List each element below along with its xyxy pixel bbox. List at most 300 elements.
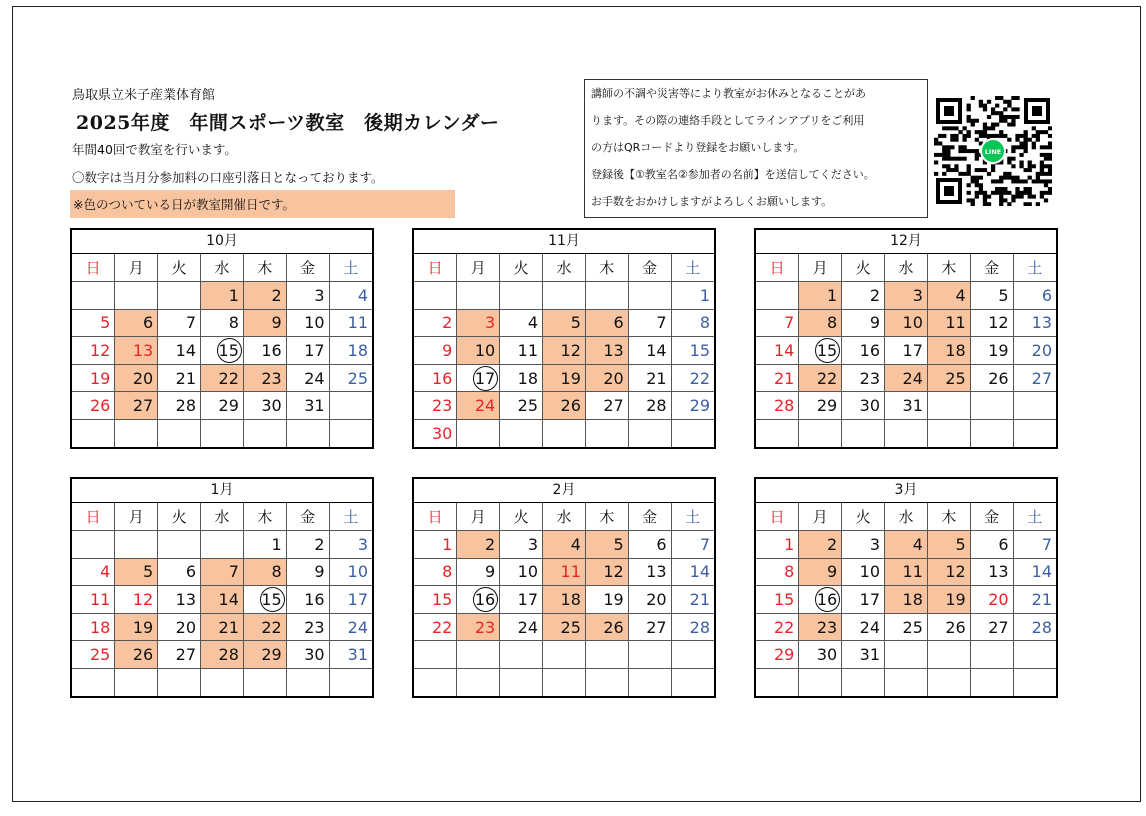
day-cell — [457, 364, 500, 392]
weekday-label: 土 — [671, 503, 714, 531]
class-day-cell — [799, 282, 842, 310]
day-number: 2 — [485, 534, 496, 554]
weekday-label: 木 — [585, 254, 628, 282]
class-day-cell — [543, 613, 586, 641]
day-number: 18 — [89, 617, 111, 637]
day-cell — [970, 613, 1013, 641]
day-number: 27 — [132, 396, 154, 416]
day-cell — [414, 337, 457, 365]
weekday-label: 金 — [286, 503, 329, 531]
day-cell — [201, 309, 244, 337]
empty-cell — [1013, 392, 1056, 420]
calendar-february — [412, 477, 716, 698]
weekday-label: 火 — [158, 254, 201, 282]
notice-line-1: 講師の不調や災害等により教室がお休みとなることがあ — [591, 87, 866, 100]
class-day-cell — [115, 641, 158, 669]
calendar-october — [70, 228, 374, 449]
month-header: 1月 — [72, 479, 372, 503]
day-number: 2 — [869, 285, 881, 305]
class-day-cell — [457, 392, 500, 420]
day-number: 14 — [218, 590, 239, 610]
day-number: 26 — [603, 617, 624, 637]
day-number: 25 — [89, 645, 111, 665]
day-cell — [1013, 531, 1056, 559]
day-number: 27 — [1031, 368, 1052, 388]
empty-cell — [885, 669, 928, 697]
class-day-cell — [543, 309, 586, 337]
day-cell — [842, 364, 885, 392]
description-line-2: 〇数字は当月分参加料の口座引落日となっております。 — [72, 170, 384, 185]
weekday-label: 水 — [543, 254, 586, 282]
empty-cell — [158, 420, 201, 448]
day-number: 30 — [304, 645, 325, 665]
empty-cell — [756, 669, 799, 697]
day-number: 14 — [689, 562, 710, 582]
day-number: 7 — [228, 562, 239, 582]
day-cell — [286, 641, 329, 669]
day-number: 18 — [560, 590, 581, 610]
weekday-label: 月 — [457, 254, 500, 282]
class-day-cell — [243, 282, 286, 310]
weekday-label: 月 — [115, 254, 158, 282]
day-cell — [1013, 337, 1056, 365]
day-number: 2 — [442, 313, 453, 333]
class-day-cell — [885, 309, 928, 337]
day-number: 3 — [869, 534, 881, 554]
empty-cell — [970, 392, 1013, 420]
day-number: 18 — [517, 368, 539, 388]
day-number: 28 — [689, 617, 710, 637]
day-cell — [756, 586, 799, 614]
calendar-grid — [414, 254, 714, 447]
empty-cell — [286, 420, 329, 448]
day-number: 16 — [261, 341, 282, 361]
day-cell — [799, 337, 842, 365]
class-day-cell — [457, 531, 500, 559]
day-number: 29 — [773, 645, 795, 665]
empty-cell — [543, 641, 586, 669]
day-cell — [500, 309, 543, 337]
day-cell — [329, 309, 372, 337]
day-number: 15 — [773, 590, 795, 610]
day-number: 28 — [1031, 617, 1052, 637]
class-day-cell — [543, 364, 586, 392]
day-cell — [72, 364, 115, 392]
empty-cell — [927, 669, 970, 697]
weekday-label: 水 — [201, 254, 244, 282]
day-cell — [970, 282, 1013, 310]
day-number: 29 — [218, 396, 239, 416]
weekday-label: 水 — [885, 503, 928, 531]
day-cell — [970, 364, 1013, 392]
day-number: 20 — [603, 368, 624, 388]
day-number: 22 — [773, 617, 795, 637]
class-day-cell — [457, 613, 500, 641]
day-number: 14 — [1031, 562, 1052, 582]
empty-cell — [585, 420, 628, 448]
day-cell — [1013, 613, 1056, 641]
day-cell — [1013, 364, 1056, 392]
class-day-cell — [201, 586, 244, 614]
day-number: 11 — [560, 562, 581, 582]
day-number: 18 — [347, 341, 368, 361]
day-number: 31 — [304, 396, 325, 416]
day-number: 6 — [613, 313, 624, 333]
class-day-cell — [585, 309, 628, 337]
weekday-label: 日 — [756, 503, 799, 531]
day-cell — [414, 586, 457, 614]
day-cell — [243, 586, 286, 614]
weekday-label: 日 — [414, 503, 457, 531]
day-cell — [799, 586, 842, 614]
day-number: 22 — [261, 617, 282, 637]
day-number: 13 — [132, 341, 154, 361]
day-number: 23 — [431, 396, 453, 416]
day-cell — [671, 364, 714, 392]
day-cell — [628, 613, 671, 641]
day-cell — [842, 558, 885, 586]
day-number: 25 — [517, 396, 539, 416]
class-day-cell — [927, 337, 970, 365]
day-number: 4 — [527, 313, 539, 333]
day-number: 7 — [1041, 534, 1052, 554]
day-number: 19 — [132, 617, 154, 637]
day-number: 22 — [689, 368, 710, 388]
day-number: 24 — [347, 617, 368, 637]
day-cell — [286, 613, 329, 641]
day-number: 21 — [218, 617, 239, 637]
day-number: 18 — [902, 590, 923, 610]
day-cell — [158, 337, 201, 365]
empty-cell — [970, 641, 1013, 669]
day-cell — [927, 613, 970, 641]
day-cell — [201, 392, 244, 420]
day-cell — [756, 337, 799, 365]
day-number: 9 — [827, 562, 838, 582]
empty-cell — [970, 420, 1013, 448]
day-cell — [243, 531, 286, 559]
weekday-label: 水 — [201, 503, 244, 531]
day-cell — [756, 613, 799, 641]
day-number: 19 — [603, 590, 624, 610]
day-number: 5 — [955, 534, 966, 554]
day-cell — [329, 586, 372, 614]
day-cell — [500, 364, 543, 392]
day-cell — [799, 392, 842, 420]
day-cell — [842, 613, 885, 641]
day-cell — [1013, 586, 1056, 614]
day-number: 15 — [261, 590, 282, 610]
day-number: 5 — [613, 534, 624, 554]
class-day-cell — [243, 558, 286, 586]
class-day-cell — [585, 531, 628, 559]
class-day-cell — [457, 309, 500, 337]
day-number: 14 — [175, 341, 197, 361]
class-day-cell — [201, 364, 244, 392]
day-number: 15 — [689, 341, 710, 361]
empty-cell — [115, 669, 158, 697]
weekday-label: 土 — [329, 254, 372, 282]
day-cell — [671, 337, 714, 365]
day-cell — [414, 364, 457, 392]
day-cell — [671, 282, 714, 310]
day-number: 2 — [314, 534, 325, 554]
day-number: 17 — [304, 341, 325, 361]
weekday-label: 木 — [243, 254, 286, 282]
empty-cell — [72, 531, 115, 559]
day-cell — [158, 641, 201, 669]
class-day-cell — [885, 558, 928, 586]
calendar-grid — [72, 254, 372, 447]
empty-cell — [842, 669, 885, 697]
calendar-grid — [756, 503, 1056, 696]
day-number: 18 — [945, 341, 966, 361]
day-cell — [500, 337, 543, 365]
day-number: 4 — [912, 534, 923, 554]
empty-cell — [885, 641, 928, 669]
weekday-label: 日 — [72, 254, 115, 282]
class-day-cell — [543, 392, 586, 420]
day-number: 23 — [474, 617, 496, 637]
calendar-march — [754, 477, 1058, 698]
empty-cell — [885, 420, 928, 448]
class-day-cell — [927, 531, 970, 559]
class-day-cell — [243, 641, 286, 669]
day-cell — [457, 558, 500, 586]
day-number: 3 — [314, 285, 325, 305]
empty-cell — [72, 420, 115, 448]
class-day-cell — [115, 558, 158, 586]
day-cell — [799, 641, 842, 669]
day-number: 7 — [699, 534, 710, 554]
month-header: 2月 — [414, 479, 714, 503]
class-day-cell — [543, 337, 586, 365]
day-number: 12 — [89, 341, 111, 361]
class-day-cell — [201, 613, 244, 641]
day-number: 24 — [304, 368, 325, 388]
day-cell — [414, 420, 457, 448]
day-number: 11 — [902, 562, 923, 582]
weekday-label: 金 — [628, 503, 671, 531]
weekday-label: 水 — [885, 254, 928, 282]
weekday-label: 木 — [585, 503, 628, 531]
day-cell — [72, 641, 115, 669]
day-cell — [885, 613, 928, 641]
day-cell — [243, 337, 286, 365]
empty-cell — [457, 282, 500, 310]
day-number: 21 — [1031, 590, 1052, 610]
day-cell — [414, 392, 457, 420]
day-number: 21 — [773, 368, 795, 388]
calendar-january — [70, 477, 374, 698]
empty-cell — [671, 420, 714, 448]
day-number: 29 — [689, 396, 710, 416]
day-number: 30 — [859, 396, 881, 416]
day-number: 20 — [175, 617, 197, 637]
day-number: 23 — [261, 368, 282, 388]
day-cell — [72, 309, 115, 337]
day-number: 5 — [143, 562, 154, 582]
empty-cell — [543, 282, 586, 310]
day-number: 29 — [816, 396, 838, 416]
empty-cell — [543, 669, 586, 697]
class-day-cell — [885, 364, 928, 392]
empty-cell — [329, 669, 372, 697]
day-number: 5 — [998, 285, 1009, 305]
day-cell — [1013, 282, 1056, 310]
day-number: 17 — [517, 590, 539, 610]
day-cell — [72, 337, 115, 365]
day-number: 3 — [527, 534, 539, 554]
class-day-cell — [927, 586, 970, 614]
empty-cell — [72, 669, 115, 697]
empty-cell — [243, 669, 286, 697]
weekday-label: 日 — [72, 503, 115, 531]
day-number: 16 — [859, 341, 881, 361]
day-number: 15 — [431, 590, 453, 610]
day-number: 1 — [784, 534, 795, 554]
day-number: 8 — [784, 562, 795, 582]
class-day-cell — [243, 613, 286, 641]
day-number: 28 — [175, 396, 197, 416]
day-number: 8 — [271, 562, 282, 582]
day-number: 12 — [603, 562, 624, 582]
day-number: 9 — [869, 313, 881, 333]
day-number: 6 — [656, 534, 667, 554]
day-cell — [286, 531, 329, 559]
day-cell — [970, 558, 1013, 586]
day-cell — [842, 392, 885, 420]
day-number: 13 — [603, 341, 624, 361]
day-number: 20 — [1031, 341, 1052, 361]
day-number: 7 — [784, 313, 795, 333]
day-cell — [414, 558, 457, 586]
day-cell — [329, 613, 372, 641]
empty-cell — [799, 420, 842, 448]
class-day-cell — [243, 364, 286, 392]
day-number: 3 — [485, 313, 496, 333]
day-cell — [671, 392, 714, 420]
class-day-cell — [115, 392, 158, 420]
day-cell — [72, 613, 115, 641]
class-day-cell — [115, 337, 158, 365]
class-day-cell — [885, 531, 928, 559]
day-cell — [158, 392, 201, 420]
day-cell — [329, 641, 372, 669]
day-cell — [756, 364, 799, 392]
class-day-cell — [799, 309, 842, 337]
weekday-label: 火 — [842, 503, 885, 531]
day-number: 13 — [1031, 313, 1052, 333]
class-day-cell — [201, 558, 244, 586]
month-header: 3月 — [756, 479, 1056, 503]
day-cell — [158, 613, 201, 641]
weekday-label: 金 — [970, 503, 1013, 531]
day-number: 16 — [304, 590, 325, 610]
day-number: 28 — [773, 396, 795, 416]
empty-cell — [201, 420, 244, 448]
day-number: 2 — [271, 285, 282, 305]
weekday-label: 水 — [543, 503, 586, 531]
day-number: 27 — [988, 617, 1009, 637]
month-header: 11月 — [414, 230, 714, 254]
day-number: 11 — [89, 590, 111, 610]
day-number: 23 — [859, 368, 881, 388]
class-day-cell — [585, 364, 628, 392]
weekday-label: 日 — [756, 254, 799, 282]
day-cell — [970, 531, 1013, 559]
empty-cell — [1013, 420, 1056, 448]
day-cell — [158, 558, 201, 586]
day-number: 22 — [218, 368, 239, 388]
empty-cell — [457, 669, 500, 697]
day-number: 5 — [100, 313, 111, 333]
empty-cell — [457, 420, 500, 448]
weekday-label: 日 — [414, 254, 457, 282]
day-cell — [286, 282, 329, 310]
day-cell — [1013, 309, 1056, 337]
empty-cell — [158, 531, 201, 559]
class-day-cell — [543, 586, 586, 614]
day-cell — [158, 586, 201, 614]
day-number: 23 — [304, 617, 325, 637]
day-number: 8 — [228, 313, 239, 333]
day-number: 27 — [646, 617, 667, 637]
page-title: 2025年度 年間スポーツ教室 後期カレンダー — [76, 112, 500, 134]
day-cell — [628, 337, 671, 365]
empty-cell — [115, 282, 158, 310]
day-number: 30 — [431, 424, 453, 444]
day-number: 17 — [859, 590, 881, 610]
empty-cell — [671, 641, 714, 669]
day-cell — [671, 531, 714, 559]
class-day-cell — [885, 586, 928, 614]
day-cell — [671, 309, 714, 337]
day-number: 16 — [474, 590, 496, 610]
empty-cell — [628, 282, 671, 310]
weekday-label: 木 — [243, 503, 286, 531]
day-number: 4 — [100, 562, 111, 582]
line-qr-code-icon[interactable] — [934, 96, 1052, 206]
day-cell — [286, 337, 329, 365]
weekday-label: 月 — [799, 503, 842, 531]
weekday-label: 土 — [329, 503, 372, 531]
day-cell — [842, 282, 885, 310]
day-number: 6 — [998, 534, 1009, 554]
day-number: 13 — [175, 590, 197, 610]
class-day-cell — [585, 558, 628, 586]
empty-cell — [201, 669, 244, 697]
empty-cell — [585, 669, 628, 697]
day-cell — [457, 586, 500, 614]
empty-cell — [457, 641, 500, 669]
day-cell — [414, 309, 457, 337]
day-cell — [628, 558, 671, 586]
day-number: 16 — [431, 368, 453, 388]
weekday-label: 金 — [970, 254, 1013, 282]
day-number: 19 — [560, 368, 581, 388]
day-number: 25 — [347, 368, 368, 388]
day-cell — [885, 392, 928, 420]
day-number: 1 — [228, 285, 239, 305]
day-number: 19 — [988, 341, 1009, 361]
day-cell — [72, 558, 115, 586]
day-number: 7 — [185, 313, 197, 333]
empty-cell — [842, 420, 885, 448]
day-cell — [500, 392, 543, 420]
day-cell — [671, 586, 714, 614]
empty-cell — [158, 282, 201, 310]
